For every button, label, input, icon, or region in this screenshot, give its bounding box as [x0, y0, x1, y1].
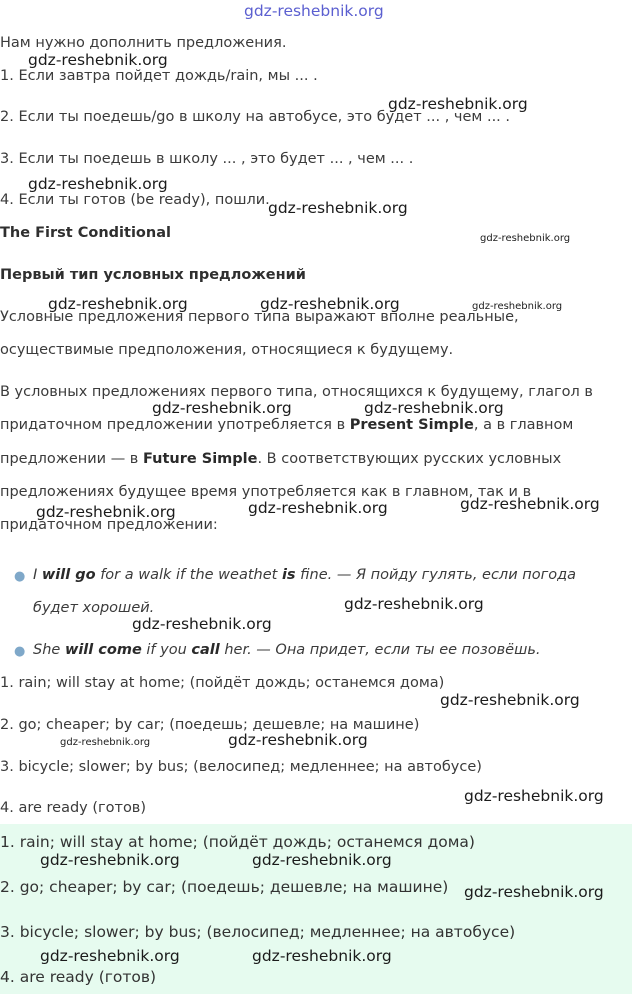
paragraph-2-line-5: придаточном предложении:: [0, 517, 218, 533]
term-present-simple: Present Simple: [349, 417, 474, 433]
paragraph-1-line-2: осуществимые предположения, относящиеся к будущему.: [0, 342, 454, 358]
heading-first-conditional-ru: Первый тип условных предложений: [0, 267, 306, 283]
answer-4: 4. are ready (готов): [0, 800, 147, 816]
watermark: gdz-reshebnik.org: [228, 731, 368, 749]
task-intro: Нам нужно дополнить предложения.: [0, 35, 287, 51]
task-sentence-2: 2. Если ты поедешь/go в школу на автобусе, это будет ... , чем ... .: [0, 109, 510, 125]
paragraph-2-line-4: предложениях будущее время употребляется как в главном, так и в: [0, 484, 532, 500]
watermark: gdz-reshebnik.org: [248, 499, 388, 517]
watermark: gdz-reshebnik.org: [40, 947, 180, 965]
paragraph-2-line-2: придаточном предложении употребляется в Present Simple, а в главном: [0, 417, 574, 433]
watermark: gdz-reshebnik.org: [268, 199, 408, 217]
watermark: gdz-reshebnik.org: [260, 295, 400, 313]
answer-2: 2. go; cheaper; by car; (поедешь; дешевле; на машине): [0, 717, 420, 733]
watermark: gdz-reshebnik.org: [244, 2, 384, 20]
watermark: gdz-reshebnik.org: [480, 233, 571, 244]
watermark: gdz-reshebnik.org: [344, 595, 484, 613]
watermark: gdz-reshebnik.org: [28, 51, 168, 69]
final-answer-4: 4. are ready (готов): [0, 968, 157, 986]
bullet-icon: ●: [14, 569, 26, 584]
watermark: gdz-reshebnik.org: [36, 503, 176, 521]
term-future-simple: Future Simple: [142, 451, 258, 467]
watermark: gdz-reshebnik.org: [252, 947, 392, 965]
final-answer-3: 3. bicycle; slower; by bus; (велосипед; медленнее; на автобусе): [0, 923, 516, 941]
bullet-icon: ●: [14, 644, 26, 659]
paragraph-2-line-1: В условных предложениях первого типа, относящихся к будущему, глагол в: [0, 384, 593, 400]
watermark: gdz-reshebnik.org: [252, 851, 392, 869]
watermark: gdz-reshebnik.org: [464, 883, 604, 901]
example-1-line-1: I will go for a walk if the weathet is fine. — Я пойду гулять, если погода: [33, 567, 576, 583]
paragraph-2-line-3: предложении — в Future Simple. В соответствующих русских условных: [0, 451, 562, 467]
heading-first-conditional: The First Conditional: [0, 225, 171, 241]
watermark: gdz-reshebnik.org: [28, 175, 168, 193]
example-1-line-2: будет хорошей.: [33, 600, 155, 616]
watermark: gdz-reshebnik.org: [48, 295, 188, 313]
watermark: gdz-reshebnik.org: [60, 737, 151, 748]
watermark: gdz-reshebnik.org: [132, 615, 272, 633]
watermark: gdz-reshebnik.org: [472, 301, 563, 312]
watermark: gdz-reshebnik.org: [364, 399, 504, 417]
task-sentence-3: 3. Если ты поедешь в школу ... , это будет ... , чем ... .: [0, 151, 414, 167]
watermark: gdz-reshebnik.org: [40, 851, 180, 869]
watermark: gdz-reshebnik.org: [464, 787, 604, 805]
task-sentence-4: 4. Если ты готов (be ready), пошли.: [0, 192, 270, 208]
watermark: gdz-reshebnik.org: [152, 399, 292, 417]
watermark: gdz-reshebnik.org: [460, 495, 600, 513]
answer-1: 1. rain; will stay at home; (пойдёт дождь; останемся дома): [0, 675, 445, 691]
task-sentence-1: 1. Если завтра пойдет дождь/rain, мы ... .: [0, 68, 318, 84]
watermark: gdz-reshebnik.org: [440, 691, 580, 709]
answer-3: 3. bicycle; slower; by bus; (велосипед; медленнее; на автобусе): [0, 759, 482, 775]
example-2: She will come if you call her. — Она придет, если ты ее позовёшь.: [33, 642, 541, 658]
watermark: gdz-reshebnik.org: [388, 95, 528, 113]
paragraph-1-line-1: Условные предложения первого типа выражают вполне реальные,: [0, 309, 519, 325]
final-answer-1: 1. rain; will stay at home; (пойдёт дождь; останемся дома): [0, 833, 475, 851]
final-answer-2: 2. go; cheaper; by car; (поедешь; дешевле; на машине): [0, 878, 449, 896]
